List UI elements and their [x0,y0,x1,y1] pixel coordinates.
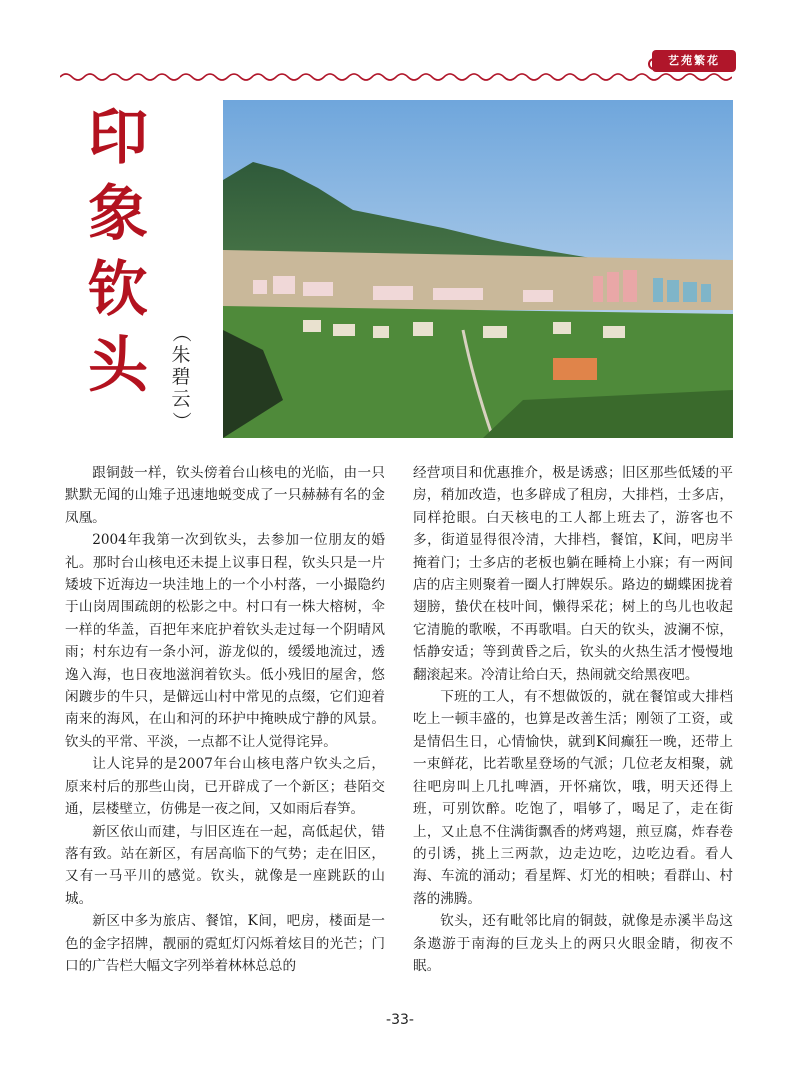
paragraph: 新区依山而建，与旧区连在一起，高低起伏，错落有致。站在新区，有居高临下的气势；走在旧区，又有一马平川的感觉。钦头，就像是一座跳跃的山城。 [65,823,385,907]
paragraph: 钦头，还有毗邻比肩的铜鼓，就像是赤溪半岛这条遨游于南海的巨龙头上的两只火眼金睛，彻夜不眠。 [413,913,733,974]
title-char: 头 [88,331,148,401]
title-char: 象 [88,179,148,249]
author-char: 碧 [171,366,191,388]
title-char: 钦 [88,255,148,325]
paragraph: 2004年我第一次到钦头，去参加一位朋友的婚礼。那时台山核电还未提上议事日程，钦头只是一片矮坡下近海边一块洼地上的一个小村落，一小撮隐约于山岗周围疏朗的松影之中。村口有一株大榕树，伞一样的华盖，百把年来庇护着钦头走过每一个阴晴风雨；村东边有一条小河，游龙似的，缓缓地流过，透逸入海，也日夜地滋润着钦头。低小残旧的屋舍，悠闲踱步的牛只，是僻远山村中常见的点缀，它们迎着南来的海风，在山和河的环护中掩映成宁静的风景。钦头的平常、平淡，一点都不让人觉得诧异。 [65,532,385,750]
right-text-column [413,462,733,977]
paragraph: 经营项目和优惠推介，极是诱惑；旧区那些低矮的平房，稍加改造，也多辟成了租房，大排档，士多店，同样抢眼。白天核电的工人都上班去了，游客也不多，街道显得很冷清，大排档，餐馆，K间，吧房半掩着门；士多店的老板也躺在睡椅上小寐；有一两间店的店主则聚着一圈人打牌娱乐。路边的蝴蝶困拢着翅膀，蛰伏在枝叶间，懒得采花；树上的鸟儿也收起它清脆的歌喉，不再歌唱。白天的钦头，波澜不惊，恬静安适；等到黄昏之后，钦头的火热生活才慢慢地翻滚起来。冷清让给白天，热闹就交给黑夜吧。 [413,465,733,683]
landscape-photo [223,100,733,438]
paragraph: 下班的工人，有不想做饭的，就在餐馆或大排档吃上一顿丰盛的，也算是改善生活；刚领了工资，或是情侣生日，心情愉快，就到K间癫狂一晚，还带上一束鲜花，比若歌星登场的气派；几位老友相聚，就往吧房叫上几扎啤酒，开怀痛饮，哦，明天还得上班，可别饮醉。吃饱了，唱够了，喝足了，走在街上，又止息不住满街飘香的烤鸡翅，煎豆腐，炸春卷的引诱，挑上三两款，边走边吃，边吃边看。看人海、车流的涌动；看星辉、灯光的相映；看群山、村落的沸腾。 [413,689,733,907]
paragraph: 新区中多为旅店、餐馆，K间，吧房，楼面是一色的金字招牌，靓丽的霓虹灯闪烁着炫目的光芒；门口的广告栏大幅文字列举着林林总总的 [65,913,385,974]
header-decorative-rule [60,72,732,82]
author-close-paren: ） [170,411,192,431]
author-byline [168,322,194,432]
paragraph: 让人诧异的是2007年台山核电落户钦头之后，原来村后的那些山岗，已开辟成了一个新区；巷陌交通，层楼壁立，仿佛是一夜之间，又如雨后春笋。 [65,756,385,818]
author-open-paren: （ [170,323,192,343]
title-char: 印 [88,103,148,173]
author-char: 朱 [171,344,191,366]
author-char: 云 [171,388,191,410]
paragraph: 跟铜鼓一样，钦头傍着台山核电的光临，由一只默默无闻的山雉子迅速地蜕变成了一只赫赫有名的金凤凰。 [65,465,385,526]
article-title [78,100,158,404]
section-badge: 艺苑繁花 [652,50,736,72]
page-number: -33- [386,1012,414,1028]
left-text-column [65,462,385,977]
